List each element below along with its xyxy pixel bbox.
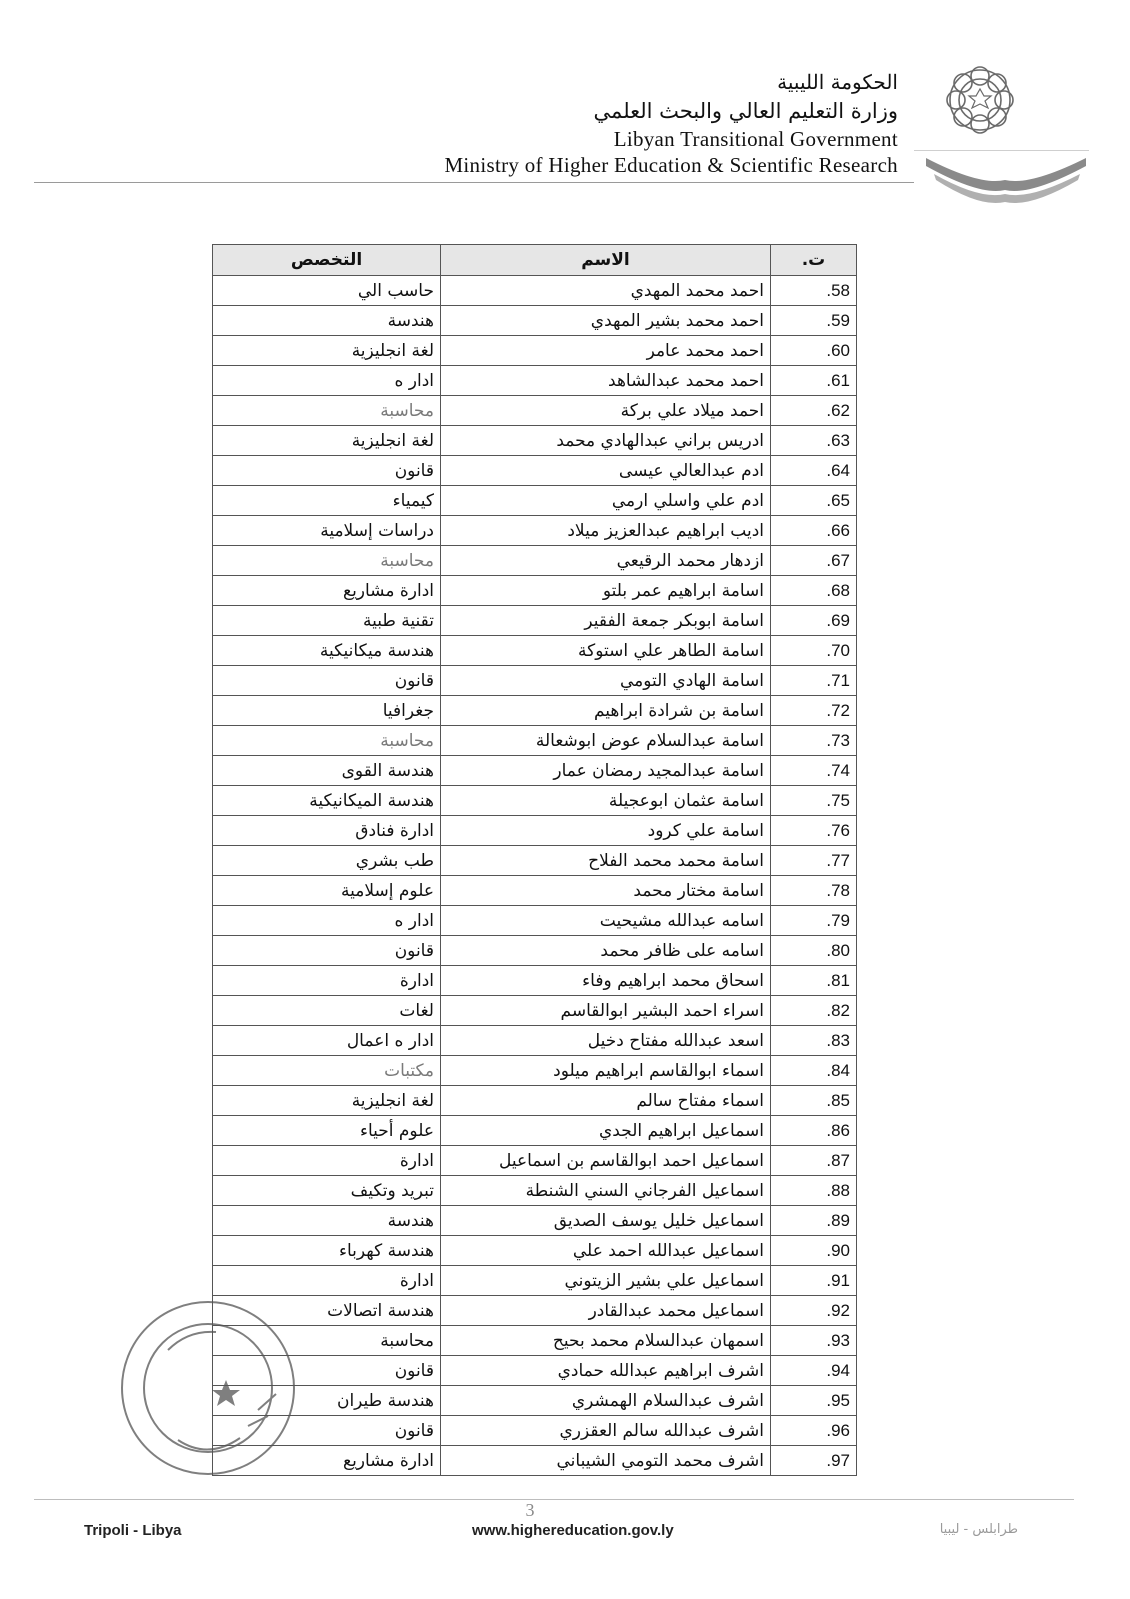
row-number: 70. [771, 636, 857, 666]
row-specialization: قانون [213, 1356, 441, 1386]
row-name: اسامة عبدالسلام عوض ابوشعالة [441, 726, 771, 756]
row-name: احمد محمد بشير المهدي [441, 306, 771, 336]
row-number: 79. [771, 906, 857, 936]
row-number: 58. [771, 276, 857, 306]
row-number: 75. [771, 786, 857, 816]
row-specialization: قانون [213, 666, 441, 696]
footer-city-arabic: طرابلس - ليبيا [939, 1522, 1018, 1537]
table-row [213, 996, 857, 1026]
table-row [213, 726, 857, 756]
footer-city-english: Tripoli - Libya [84, 1522, 182, 1539]
row-number: 67. [771, 546, 857, 576]
row-name: اسامة ابراهيم عمر بلتو [441, 576, 771, 606]
table-row [213, 456, 857, 486]
row-specialization: ادارة مشاريع [213, 576, 441, 606]
row-specialization: هندسة [213, 1206, 441, 1236]
table-row [213, 606, 857, 636]
ministry-emblem-icon [920, 62, 1090, 212]
row-number: 62. [771, 396, 857, 426]
row-number: 64. [771, 456, 857, 486]
row-name: اسماعيل محمد عبدالقادر [441, 1296, 771, 1326]
row-specialization: لغة انجليزية [213, 1086, 441, 1116]
row-name: اشرف محمد التومي الشيباني [441, 1446, 771, 1476]
footer-rule [34, 1499, 1074, 1500]
table-row [213, 486, 857, 516]
row-specialization: تقنية طبية [213, 606, 441, 636]
row-specialization: هندسة كهرباء [213, 1236, 441, 1266]
table-row [213, 1266, 857, 1296]
row-name: احمد محمد المهدي [441, 276, 771, 306]
row-name: اسامة ابوبكر جمعة الفقير [441, 606, 771, 636]
row-specialization: ادار ه [213, 906, 441, 936]
row-number: 93. [771, 1326, 857, 1356]
row-number: 65. [771, 486, 857, 516]
row-number: 86. [771, 1116, 857, 1146]
row-specialization: محاسبة [213, 546, 441, 576]
row-number: 66. [771, 516, 857, 546]
row-specialization: تبريد وتكيف [213, 1176, 441, 1206]
names-table [212, 244, 857, 1476]
row-number: 94. [771, 1356, 857, 1386]
table-row [213, 276, 857, 306]
row-name: اسماعيل الفرجاني السني الشنطة [441, 1176, 771, 1206]
row-specialization: لغة انجليزية [213, 336, 441, 366]
table-row [213, 366, 857, 396]
row-specialization: دراسات إسلامية [213, 516, 441, 546]
footer-website-link[interactable]: www.highereducation.gov.ly [472, 1522, 674, 1539]
row-specialization: محاسبة [213, 1326, 441, 1356]
row-name: اسامه عبدالله مشيحيت [441, 906, 771, 936]
row-specialization: ادارة [213, 1266, 441, 1296]
row-specialization: قانون [213, 456, 441, 486]
row-specialization: قانون [213, 1416, 441, 1446]
table-row [213, 1356, 857, 1386]
row-name: احمد محمد عامر [441, 336, 771, 366]
table-row [213, 306, 857, 336]
table-row [213, 1236, 857, 1266]
row-name: اسماعيل ابراهيم الجدي [441, 1116, 771, 1146]
row-number: 91. [771, 1266, 857, 1296]
english-government-name: Libyan Transitional Government [613, 127, 898, 151]
table-row [213, 966, 857, 996]
table-row [213, 1146, 857, 1176]
table-row [213, 576, 857, 606]
row-specialization: ادارة [213, 966, 441, 996]
row-name: اسماعيل عبدالله احمد علي [441, 1236, 771, 1266]
row-name: اسامة الطاهر علي استوكة [441, 636, 771, 666]
row-specialization: لغات [213, 996, 441, 1026]
table-row [213, 1086, 857, 1116]
row-name: اسامة الهادي التومي [441, 666, 771, 696]
table-header-row [213, 245, 857, 276]
row-name: اشرف عبدالسلام الهمشري [441, 1386, 771, 1416]
row-specialization: جغرافيا [213, 696, 441, 726]
row-number: 68. [771, 576, 857, 606]
table-row [213, 666, 857, 696]
table-row [213, 1116, 857, 1146]
table-row [213, 696, 857, 726]
table-row [213, 1176, 857, 1206]
table-row [213, 546, 857, 576]
row-specialization: هندسة ميكانيكية [213, 636, 441, 666]
row-number: 69. [771, 606, 857, 636]
row-specialization: علوم أحياء [213, 1116, 441, 1146]
letterhead-rule [34, 182, 914, 183]
row-specialization: محاسبة [213, 396, 441, 426]
row-name: ادم علي واسلي ارمي [441, 486, 771, 516]
row-specialization: هندسة القوى [213, 756, 441, 786]
row-name: اسحاق محمد ابراهيم وفاء [441, 966, 771, 996]
table-row [213, 1206, 857, 1236]
row-number: 72. [771, 696, 857, 726]
row-name: ادريس براني عبدالهادي محمد [441, 426, 771, 456]
table-row [213, 1026, 857, 1056]
row-specialization: هندسة [213, 306, 441, 336]
row-name: اسامة علي كرود [441, 816, 771, 846]
row-number: 71. [771, 666, 857, 696]
table-row [213, 1446, 857, 1476]
row-number: 97. [771, 1446, 857, 1476]
column-header-specialization: التخصص [213, 245, 441, 276]
row-name: اسامة بن شرادة ابراهيم [441, 696, 771, 726]
table-row [213, 1386, 857, 1416]
row-name: احمد محمد عبدالشاهد [441, 366, 771, 396]
table-row [213, 516, 857, 546]
row-number: 59. [771, 306, 857, 336]
row-number: 81. [771, 966, 857, 996]
table-row [213, 1326, 857, 1356]
row-number: 96. [771, 1416, 857, 1446]
row-number: 73. [771, 726, 857, 756]
table-row [213, 396, 857, 426]
row-specialization: قانون [213, 936, 441, 966]
row-name: اسماعيل خليل يوسف الصديق [441, 1206, 771, 1236]
row-specialization: حاسب الي [213, 276, 441, 306]
table-row [213, 1416, 857, 1446]
row-name: اسامة محمد محمد الفلاح [441, 846, 771, 876]
row-name: اشرف ابراهيم عبدالله حمادي [441, 1356, 771, 1386]
table-row [213, 876, 857, 906]
table-row [213, 846, 857, 876]
row-name: اسماعيل علي بشير الزيتوني [441, 1266, 771, 1296]
column-header-name: الاسم [441, 245, 771, 276]
row-specialization: لغة انجليزية [213, 426, 441, 456]
row-number: 74. [771, 756, 857, 786]
row-name: اسماعيل احمد ابوالقاسم بن اسماعيل [441, 1146, 771, 1176]
table-row [213, 426, 857, 456]
letterhead [0, 0, 1130, 230]
row-number: 83. [771, 1026, 857, 1056]
row-name: اديب ابراهيم عبدالعزيز ميلاد [441, 516, 771, 546]
row-number: 76. [771, 816, 857, 846]
table-body [213, 276, 857, 1476]
row-specialization: محاسبة [213, 726, 441, 756]
row-number: 85. [771, 1086, 857, 1116]
row-specialization: ادار ه اعمال [213, 1026, 441, 1056]
letterhead-text [444, 68, 898, 178]
row-specialization: كيمياء [213, 486, 441, 516]
table-row [213, 936, 857, 966]
row-name: اسراء احمد البشير ابوالقاسم [441, 996, 771, 1026]
row-number: 95. [771, 1386, 857, 1416]
row-name: اسامة عثمان ابوعجيلة [441, 786, 771, 816]
row-specialization: طب بشري [213, 846, 441, 876]
column-header-number: ت. [771, 245, 857, 276]
row-specialization: ادار ه [213, 366, 441, 396]
row-number: 92. [771, 1296, 857, 1326]
row-number: 61. [771, 366, 857, 396]
row-name: ازدهار محمد الرقيعي [441, 546, 771, 576]
row-number: 77. [771, 846, 857, 876]
row-specialization: ادارة فنادق [213, 816, 441, 846]
row-name: اسامة عبدالمجيد رمضان عمار [441, 756, 771, 786]
row-number: 78. [771, 876, 857, 906]
row-name: اسامه على ظافر محمد [441, 936, 771, 966]
row-number: 88. [771, 1176, 857, 1206]
row-number: 82. [771, 996, 857, 1026]
row-specialization: علوم إسلامية [213, 876, 441, 906]
row-name: اشرف عبدالله سالم العقزري [441, 1416, 771, 1446]
row-number: 80. [771, 936, 857, 966]
table-row [213, 906, 857, 936]
table-row [213, 636, 857, 666]
arabic-government-name: الحكومة الليبية [777, 70, 898, 94]
table-row [213, 786, 857, 816]
row-specialization: هندسة طيران [213, 1386, 441, 1416]
row-name: اسماء ابوالقاسم ابراهيم ميلود [441, 1056, 771, 1086]
row-name: اسماء مفتاح سالم [441, 1086, 771, 1116]
row-specialization: هندسة اتصالات [213, 1296, 441, 1326]
row-name: اسمهان عبدالسلام محمد بحيح [441, 1326, 771, 1356]
row-number: 63. [771, 426, 857, 456]
row-name: اسعد عبدالله مفتاح دخيل [441, 1026, 771, 1056]
row-number: 84. [771, 1056, 857, 1086]
english-ministry-name: Ministry of Higher Education & Scientific Research [444, 153, 898, 177]
row-name: ادم عبدالعالي عيسى [441, 456, 771, 486]
official-seal-icon [108, 1290, 304, 1490]
row-specialization: ادارة [213, 1146, 441, 1176]
row-number: 90. [771, 1236, 857, 1266]
table-row [213, 816, 857, 846]
table-row [213, 1056, 857, 1086]
arabic-ministry-name: وزارة التعليم العالي والبحث العلمي [593, 99, 898, 123]
row-number: 60. [771, 336, 857, 366]
row-specialization: مكتبات [213, 1056, 441, 1086]
page-number: 3 [525, 1500, 535, 1520]
table-row [213, 1296, 857, 1326]
table-row [213, 756, 857, 786]
row-specialization: هندسة الميكانيكية [213, 786, 441, 816]
row-number: 89. [771, 1206, 857, 1236]
table-row [213, 336, 857, 366]
row-name: احمد ميلاد علي بركة [441, 396, 771, 426]
row-number: 87. [771, 1146, 857, 1176]
row-name: اسامة مختار محمد [441, 876, 771, 906]
row-specialization: ادارة مشاريع [213, 1446, 441, 1476]
